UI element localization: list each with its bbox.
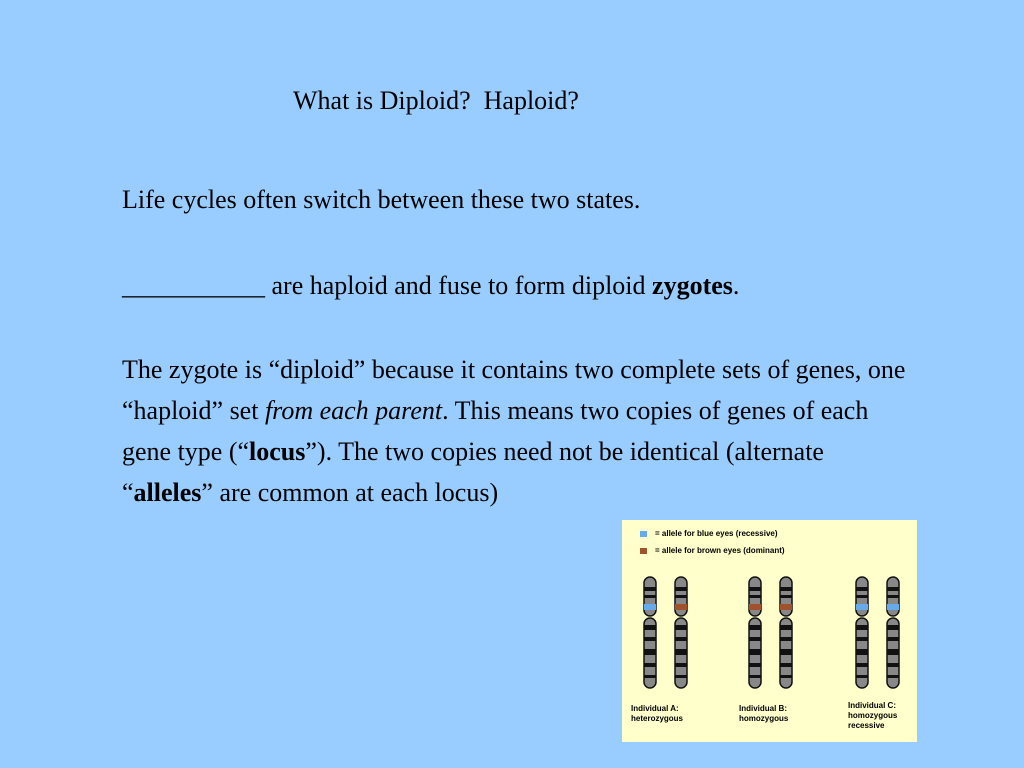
individual-b-chromosome-1-allele-locus: [749, 604, 761, 610]
paragraph-text: ” are common at each locus): [201, 478, 499, 507]
paragraph-diploid-explanation: [122, 349, 912, 513]
individual-c-chromosome-2-allele-locus: [887, 604, 899, 610]
individual-b-chromosome-2-band-7: [780, 675, 792, 678]
paragraph-zygotes: [122, 265, 922, 306]
paragraph-text: .: [732, 271, 740, 300]
individual-c-chromosome-2-band-7: [887, 675, 899, 678]
term-alleles: alleles: [133, 478, 202, 507]
individual-c-chromosome-1-band-7: [856, 675, 868, 678]
individual-c-chromosome-1-band-2: [856, 595, 868, 598]
individual-a-chromosome-1-band-7: [644, 675, 656, 678]
individual-a-chromosome-2-allele-locus: [675, 604, 687, 610]
paragraph-text: . This means two copies of genes of each gene type (“: [122, 396, 869, 466]
caption-individual-c: Individual C: homozygous recessive: [848, 701, 898, 730]
individual-a-chromosome-2-band-2: [675, 595, 687, 598]
individual-c-chromosome-1-band-6: [856, 663, 868, 667]
individual-b-chromosome-2-band-3: [780, 625, 792, 630]
individual-c-chromosome-2-band-5: [887, 649, 899, 655]
individual-b-chromosome-2-band-2: [780, 595, 792, 598]
individual-c-chromosome-2-band-6: [887, 663, 899, 667]
individual-a-chromosome-2-band-3: [675, 625, 687, 630]
individual-c-chromosome-2-band-3: [887, 625, 899, 630]
individual-c-chromosome-1-band-1: [856, 587, 868, 591]
paragraph-text: ”). The two copies need not be identical (alternate “: [122, 437, 824, 507]
slide-title: What is Diploid? Haploid?: [293, 86, 579, 115]
individual-c-chromosome-2-band-2: [887, 595, 899, 598]
individual-a-chromosome-1-band-4: [644, 637, 656, 641]
term-locus: locus: [249, 437, 306, 466]
paragraph-text: are haploid and fuse to form diploid: [265, 271, 653, 300]
paragraph-text: The zygote is “diploid” because it contains two complete sets of genes, one “haploid” set: [122, 355, 906, 425]
individual-b-chromosome-1-band-2: [749, 595, 761, 598]
legend-label: = allele for brown eyes (dominant): [655, 546, 785, 555]
individual-a-chromosome-2-band-6: [675, 663, 687, 667]
individual-c-chromosome-2-band-1: [887, 587, 899, 591]
individual-b-chromosome-1-band-4: [749, 637, 761, 641]
caption-individual-b: Individual B: homozygous: [739, 704, 789, 723]
emphasis-from-each-parent: from each parent: [264, 396, 443, 425]
individual-c-chromosome-1-band-5: [856, 649, 868, 655]
paragraph-life-cycles: Life cycles often switch between these two states.: [122, 185, 641, 214]
individual-b-chromosome-1-band-7: [749, 675, 761, 678]
individual-c-chromosome-1-allele-locus: [856, 604, 868, 610]
individual-a-chromosome-2-band-4: [675, 637, 687, 641]
individual-b-chromosome-2-band-5: [780, 649, 792, 655]
individual-b-chromosome-2-allele-locus: [780, 604, 792, 610]
term-zygotes: zygotes: [652, 271, 733, 300]
individual-a-chromosome-1-band-2: [644, 595, 656, 598]
individual-b-chromosome-1-band-1: [749, 587, 761, 591]
individual-a-chromosome-2-band-5: [675, 649, 687, 655]
fill-in-blank: ___________: [122, 271, 265, 300]
individual-b-chromosome-2-band-4: [780, 637, 792, 641]
individual-b-chromosome-2-band-1: [780, 587, 792, 591]
individual-c-chromosome-2-band-4: [887, 637, 899, 641]
individual-a-chromosome-1-allele-locus: [644, 604, 656, 610]
individual-b-chromosome-1-band-3: [749, 625, 761, 630]
individual-a-chromosome-1-band-3: [644, 625, 656, 630]
individual-a-chromosome-1-band-5: [644, 649, 656, 655]
individual-a-chromosome-1-band-6: [644, 663, 656, 667]
individual-a-chromosome-2-band-7: [675, 675, 687, 678]
individual-b-chromosome-1-band-6: [749, 663, 761, 667]
individual-a-chromosome-2-band-1: [675, 587, 687, 591]
allele-chromosome-figure: [622, 520, 917, 742]
caption-individual-a: Individual A: heterozygous: [631, 704, 684, 723]
individual-b-chromosome-2-band-6: [780, 663, 792, 667]
individual-a-chromosome-1-band-1: [644, 587, 656, 591]
individual-b-chromosome-1-band-5: [749, 649, 761, 655]
legend-label: = allele for blue eyes (recessive): [655, 529, 778, 538]
individual-c-chromosome-1-band-4: [856, 637, 868, 641]
individual-c-chromosome-1-band-3: [856, 625, 868, 630]
